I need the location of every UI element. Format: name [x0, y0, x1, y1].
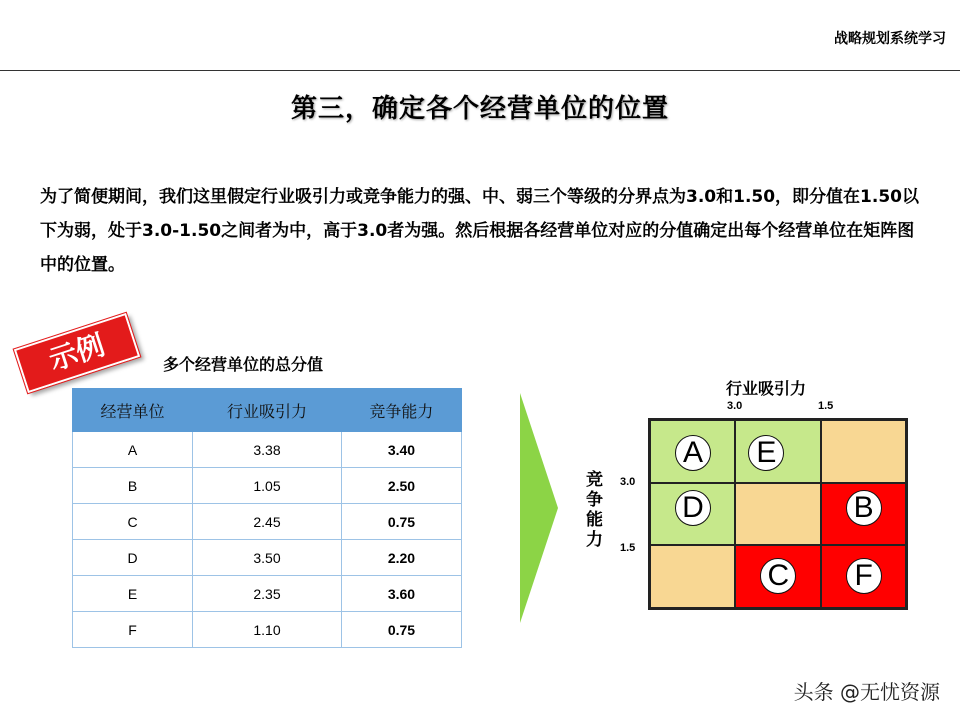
unit-marker-c: C — [760, 558, 796, 594]
cell-attractiveness: 2.35 — [193, 576, 342, 612]
matrix-cell — [650, 483, 735, 546]
header-label: 战略规划系统学习 — [834, 31, 946, 47]
cell-unit: E — [73, 576, 193, 612]
unit-marker-d: D — [675, 490, 711, 526]
table-row — [73, 504, 462, 540]
cell-unit: C — [73, 504, 193, 540]
unit-marker-b: B — [846, 490, 882, 526]
scores-table — [72, 388, 462, 648]
cell-unit: B — [73, 468, 193, 504]
table-caption: 多个经营单位的总分值 — [163, 355, 324, 374]
cell-attractiveness: 3.38 — [193, 432, 342, 468]
cell-competitiveness: 0.75 — [341, 504, 461, 540]
table-row — [73, 540, 462, 576]
page-title: 第三，确定各个经营单位的位置 — [290, 94, 669, 124]
top-tick-3-0: 3.0 — [727, 400, 743, 412]
table-row — [73, 468, 462, 504]
table-header-row — [73, 389, 462, 432]
cell-competitiveness: 2.50 — [341, 468, 461, 504]
unit-marker-a: A — [675, 435, 711, 471]
cell-attractiveness: 2.45 — [193, 504, 342, 540]
column-header-unit: 经营单位 — [73, 389, 193, 432]
top-tick-1-5: 1.5 — [818, 400, 834, 412]
intro-paragraph: 为了简便期间，我们这里假定行业吸引力或竞争能力的强、中、弱三个等级的分界点为3.0和1.50，即分值在1.50以下为弱，处于3.0-1.50之间者为中，高于3.0者为强。然后根据各经营单位对应的分值确定出每个经营单位在矩阵图中的位置。 — [40, 187, 920, 275]
cell-unit: D — [73, 540, 193, 576]
matrix-cell — [821, 483, 906, 546]
cell-competitiveness: 3.40 — [341, 432, 461, 468]
cell-attractiveness: 3.50 — [193, 540, 342, 576]
table-row — [73, 432, 462, 468]
table-row — [73, 612, 462, 648]
chevron-arrow-icon — [520, 393, 560, 623]
matrix-cell — [735, 545, 820, 608]
matrix-top-axis-title: 行业吸引力 — [726, 379, 807, 398]
matrix-cell — [821, 420, 906, 483]
cell-unit: A — [73, 432, 193, 468]
unit-marker-f: F — [846, 558, 882, 594]
watermark: 头条 @无忧资源 — [793, 680, 940, 704]
matrix-cell — [650, 545, 735, 608]
cell-unit: F — [73, 612, 193, 648]
matrix-cell — [735, 420, 820, 483]
matrix-cell — [650, 420, 735, 483]
table-row — [73, 576, 462, 612]
ge-matrix-grid — [648, 418, 908, 610]
matrix-side-axis-title: 竞争能力 — [586, 470, 603, 550]
cell-competitiveness: 0.75 — [341, 612, 461, 648]
unit-marker-e: E — [748, 435, 784, 471]
matrix-cell — [821, 545, 906, 608]
cell-attractiveness: 1.05 — [193, 468, 342, 504]
column-header-competitiveness: 竞争能力 — [341, 389, 461, 432]
cell-competitiveness: 3.60 — [341, 576, 461, 612]
matrix-cell — [735, 483, 820, 546]
cell-attractiveness: 1.10 — [193, 612, 342, 648]
side-tick-3-0: 3.0 — [620, 476, 636, 488]
side-tick-1-5: 1.5 — [620, 542, 636, 554]
column-header-attractiveness: 行业吸引力 — [193, 389, 342, 432]
cell-competitiveness: 2.20 — [341, 540, 461, 576]
header-divider — [0, 70, 960, 71]
example-badge: 示例 — [14, 313, 140, 393]
